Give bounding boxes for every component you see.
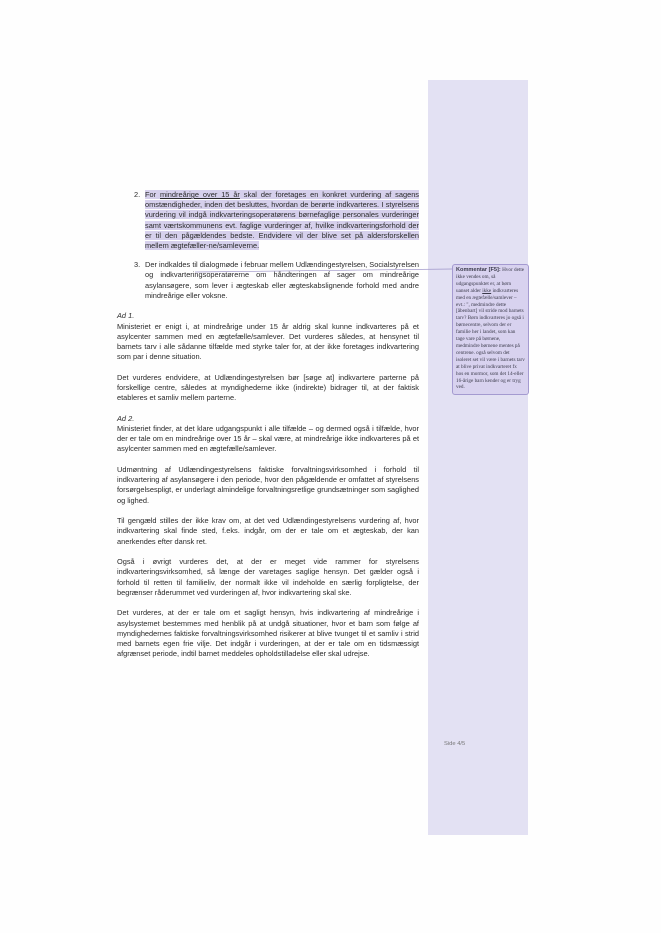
highlighted-text: For mindreårige over 15 år skal der foretages en konkret vurdering af sagens omstændigheder, inden det besluttes, hvordan de berørte indkvarteres. I styrelsens vurdering vil indgå indkvarteringsoperatørens børnefaglige personales vurderinger samt værtskommunens evt. faglige vurderinger af, hvilke indkvarteringsforhold der er til den pågældendes bedste. Endvidere vil der blive set på aldersforskellen mellem ægtefæller-ne/samleverne.	[145, 190, 420, 251]
comment-label: Kommentar [F5]:	[456, 267, 501, 273]
list-item	[117, 190, 419, 251]
numbered-list	[117, 190, 419, 301]
list-number: 2.	[134, 190, 141, 199]
list-text: Der indkaldes til dialogmøde i februar mellem Udlændingestyrelsen, Socialstyrelsen og indkvarteringsoperatørerne om håndteringen af sager om mindreårige asylansøgere, som lever i ægteskab eller ægteskabslignende forhold med andre mindreårige eller voksne.	[145, 260, 419, 300]
paragraph: Det vurderes endvidere, at Udlændingestyrelsen bør [søge at] indkvartere parterne på forskellige centre, således at myndighederne ikke (indirekte) bidrager til, at der faktisk etableres et samliv mellem parterne.	[117, 372, 419, 403]
paragraph: Også i øvrigt vurderes det, at der er meget vide rammer for styrelsens indkvarteringsvirksomhed, så længe der varetages saglige hensyn. Det gælder også i forhold til retten til familieliv, der normalt ikke vil indeholde en særlig forpligtelse, der begrænser råderummet ved vurderingen af, hvor indkvartering skal ske.	[117, 557, 419, 597]
section-heading: Ad 2.	[117, 413, 135, 423]
comment-balloon[interactable]: Kommentar [F5]: Hvor dette ikke vendes om, så udgangspunktet er, at børn uanset alder ikke indkvarteres med en ægtefælle/samlever – evt.: ", medmindre dette [åbenbart] vil stride mod barnets tarv? Børn indkvarteres jo også i børnecentre, selvom der er familie her i landet, som kan tage vare på børnene, medmindre børnene mentes på centrene. også selvom det isoleret set vil være i barnets tarv at blive privat indkvarteret fx hos en mormor, som det 14-eller 16-årige barn kender og er tryg ved.	[452, 264, 529, 395]
paragraph: Ministeriet er enigt i, at mindreårige under 15 år aldrig skal kunne indkvarteres på et asylcenter sammen med en ægtefælle/samlever. Det vurderes således, at hensynet til barnets tarv i alle sådanne tilfælde med styrke taler for, at der ikke foretages indkvartering som par i denne situation.	[117, 321, 419, 362]
section-heading: Ad 1.	[117, 311, 135, 321]
list-item	[117, 260, 419, 301]
paragraph: Udmøntning af Udlændingestyrelsens faktiske forvaltningsvirksomhed i forhold til indkvartering af asylansøgere i den periode, hvor den pågældende er omfattet af styrelsens forsørgelsespligt, er underlagt almindelige forvaltningsretlige grundsætninger som saglighed og lighed.	[117, 465, 419, 505]
list-number: 3.	[134, 260, 141, 270]
paragraph: Ministeriet finder, at det klare udgangspunkt i alle tilfælde – og dermed også i tilfælde, hvor der er tale om en mindreårige over 15 år – skal være, at mindreårige ikke indkvarteres på et asylcenter sammen med en ægtefælle/samlever.	[117, 424, 419, 454]
document-body	[117, 190, 419, 670]
paragraph: Til gengæld stilles der ikke krav om, at det ved Udlændingestyrelsens vurdering af, hvor indkvartering skal finde sted, f.eks. indgår, om der er tale om et ægteskab, der kan anerkendes efter dansk ret.	[117, 516, 419, 546]
paragraph: Det vurderes, at der er tale om et sagligt hensyn, hvis indkvartering af mindreårige i asylsystemet bestemmes med henblik på at undgå situationer, hvor et barn som følge af myndighedernes faktiske forvaltningsvirksomhed risikerer at blive tvunget til et samliv i strid med barnets egen frie vilje. Det indgår i vurderingen, at der er tale om en tidsmæssigt afgrænset periode, indtil barnet meddeles opholdstilladelse eller skal udrejse.	[117, 608, 419, 659]
page-number: Side 4/5	[444, 741, 466, 747]
